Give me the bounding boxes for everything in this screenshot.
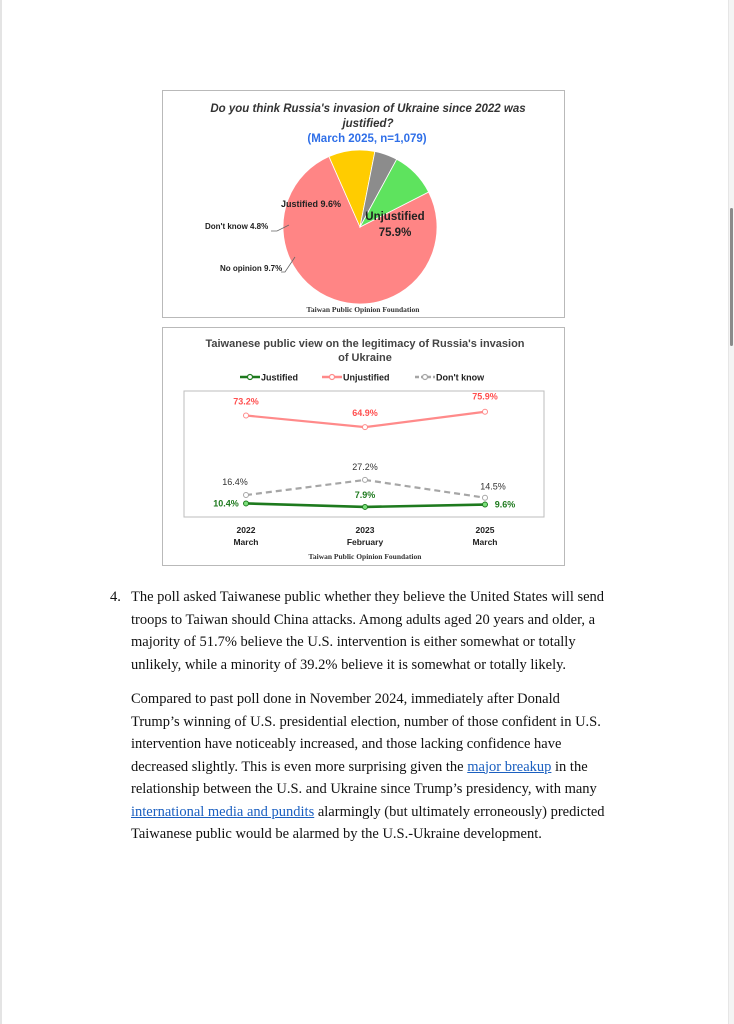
pie-label-unjustified-value: 75.9%: [378, 227, 412, 239]
international-media-link[interactable]: international media and pundits: [131, 803, 315, 820]
data-label-unjustified-0: 73.2%: [233, 396, 259, 407]
para1-line4: unlikely, while a minority of 39.2% believe it is somewhat or totally likely.: [131, 656, 567, 673]
point-don-t-know-1: [363, 477, 368, 482]
line-title-line1: Taiwanese public view on the legitimacy of Russia's invasion: [205, 338, 525, 350]
line-title-line2: of Ukraine: [338, 352, 392, 364]
scrollbar-thumb[interactable]: [730, 208, 733, 346]
paragraph-comparison: [131, 688, 631, 846]
data-label-don-t-know-2: 14.5%: [480, 481, 506, 492]
point-unjustified-1: [363, 425, 368, 430]
legend-marker-1: [330, 375, 335, 380]
x-axis-labels: [233, 525, 497, 547]
para2-line4-text: decreased slightly. This is even more surprising given the: [131, 758, 468, 775]
para2-line6: [131, 801, 631, 824]
data-label-justified-1: 7.9%: [354, 489, 376, 500]
pie-title-line1: Do you think Russia's invasion of Ukraine since 2022 was: [210, 103, 526, 115]
x-tick-year-2022: 2022: [236, 525, 256, 535]
para2-line5: relationship between the U.S. and Ukraine since Trump’s presidency, with many: [131, 781, 597, 797]
point-justified-0: [244, 501, 249, 506]
list-item-number: 4.: [110, 589, 121, 605]
para2-line4-tail: in the: [551, 758, 588, 775]
para2-line3: intervention have noticeably increased, and those lacking confidence have: [131, 736, 562, 752]
data-label-don-t-know-1: 27.2%: [352, 461, 378, 472]
pie-source: Taiwan Public Opinion Foundation: [306, 305, 420, 314]
data-label-justified-2: 9.6%: [494, 499, 516, 510]
para1-line3: majority of 51.7% believe the U.S. intervention is either somewhat or totally: [131, 634, 576, 650]
x-tick-year-2025: 2025: [475, 525, 495, 535]
data-label-justified-0: 10.4%: [213, 498, 239, 509]
data-label-don-t-know-0: 16.4%: [222, 477, 248, 488]
x-tick-year-2023: 2023: [355, 525, 375, 535]
x-tick-month-2025: March: [472, 537, 498, 547]
pie-label-no-opinion: No opinion 9.7%: [220, 264, 283, 273]
scrollbar-track[interactable]: [729, 0, 734, 1024]
para2-line1: Compared to past poll done in November 2024, immediately after Donald: [131, 691, 560, 707]
legend-marker-0: [248, 375, 253, 380]
point-don-t-know-0: [244, 493, 249, 498]
para2-line4: [131, 756, 631, 779]
legend-marker-2: [423, 375, 428, 380]
pie-chart-figure: [162, 90, 565, 318]
point-don-t-know-2: [483, 495, 488, 500]
para2-line7: Taiwanese public would be alarmed by the U.S.-Ukraine development.: [131, 826, 542, 842]
data-label-unjustified-2: 75.9%: [472, 391, 498, 402]
point-justified-1: [363, 504, 368, 509]
pie-label-dont-know: Don't know 4.8%: [205, 222, 269, 231]
pie-slices: [280, 150, 437, 304]
x-tick-month-2022: March: [233, 537, 259, 547]
major-breakup-link[interactable]: major breakup: [467, 758, 552, 775]
line-source: Taiwan Public Opinion Foundation: [308, 552, 422, 561]
para2-line6-text: alarmingly (but ultimately erroneously) predicted: [314, 803, 605, 820]
line-chart: [163, 328, 564, 565]
pie-chart: [163, 91, 564, 317]
pie-label-unjustified-name: Unjustified: [365, 211, 425, 223]
para2-line2: Trump’s winning of U.S. presidential election, number of those confident in U.S.: [131, 713, 601, 730]
legend-label-don-t-know: Don't know: [436, 372, 485, 383]
point-unjustified-2: [483, 409, 488, 414]
legend-label-justified: Justified: [261, 372, 299, 383]
pie-subtitle: (March 2025, n=1,079): [307, 133, 427, 145]
paragraph-poll-intervention: [131, 586, 631, 676]
para1-line2: troops to Taiwan should China attacks. Among adults aged 20 years and older, a: [131, 611, 596, 628]
line-legend: [240, 373, 485, 383]
para1-line1: The poll asked Taiwanese public whether they believe the United States will send: [131, 589, 605, 605]
x-tick-month-2023: February: [346, 537, 384, 547]
point-unjustified-0: [244, 413, 249, 418]
legend-label-unjustified: Unjustified: [343, 372, 390, 383]
pie-title-line2: justified?: [342, 118, 394, 130]
data-label-unjustified-1: 64.9%: [352, 408, 378, 419]
pie-label-justified: Justified 9.6%: [280, 199, 342, 209]
page-left-edge: [0, 0, 2, 1024]
point-justified-2: [483, 502, 488, 507]
line-chart-figure: [162, 327, 565, 566]
